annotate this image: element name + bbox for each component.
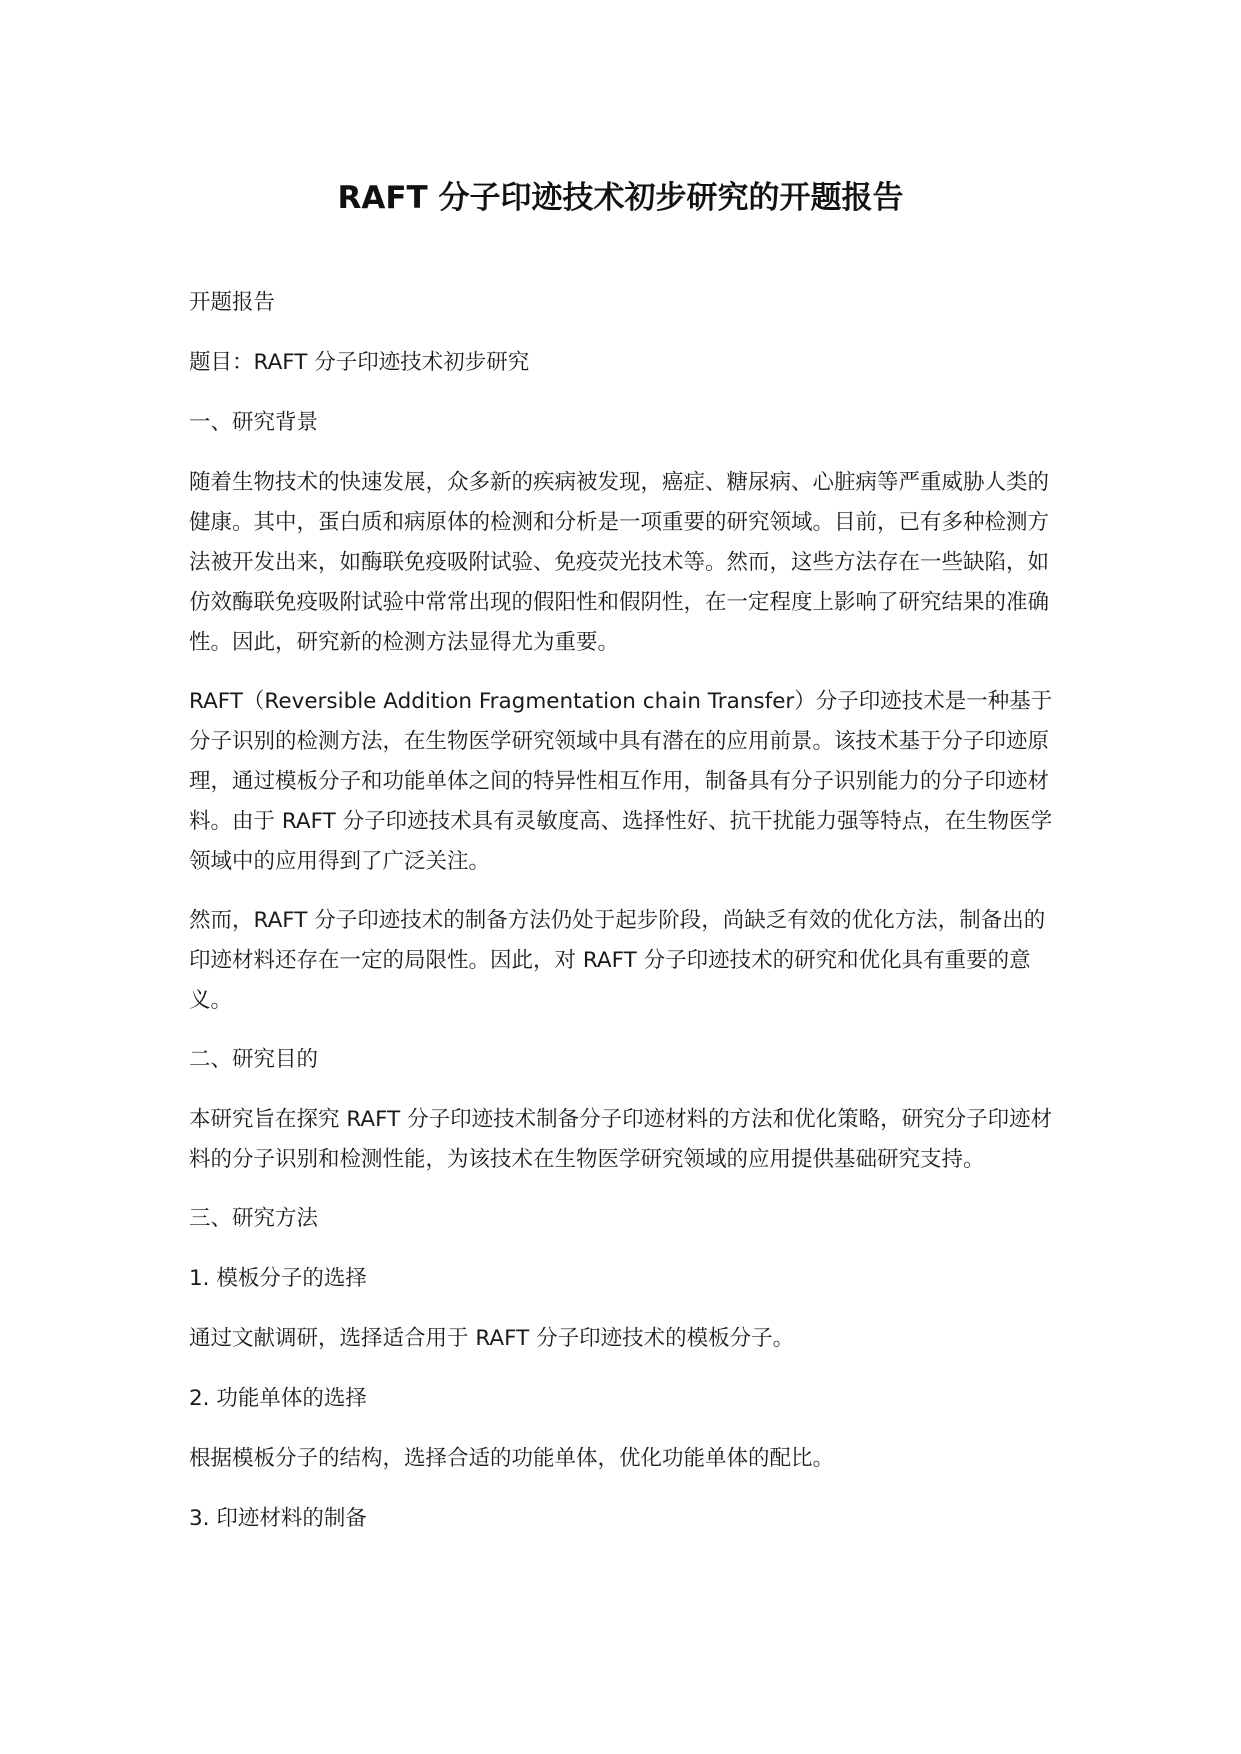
- document-body: [189, 283, 1055, 1559]
- section-heading-purpose: 二、研究目的: [189, 1047, 319, 1072]
- paragraph-purpose: 本研究旨在探究 RAFT 分子印迹技术制备分子印迹材料的方法和优化策略，研究分子印迹材料的分子识别和检测性能，为该技术在生物医学研究领域的应用提供基础研究支持。: [189, 1107, 1053, 1172]
- paragraph-topic: 题目：RAFT 分子印迹技术初步研究: [189, 350, 530, 375]
- paragraph-background-2: RAFT（Reversible Addition Fragmentation chain Transfer）分子印迹技术是一种基于分子识别的检测方法，在生物医学研究领域中具有潜在的应用前景。该技术基于分子印迹原理，通过模板分子和功能单体之间的特异性相互作用，制备具有分子识别能力的分子印迹材料。由于 RAFT 分子印迹技术具有灵敏度高、选择性好、抗干扰能力强等特点，在生物医学领域中的应用得到了广泛关注。: [189, 689, 1053, 874]
- section-heading-background: 一、研究背景: [189, 410, 319, 435]
- document-title: RAFT 分子印迹技术初步研究的开题报告: [337, 180, 904, 216]
- method-item-2-heading: 2. 功能单体的选择: [189, 1386, 367, 1411]
- section-heading-methods: 三、研究方法: [189, 1206, 319, 1231]
- method-item-2-text: 根据模板分子的结构，选择合适的功能单体，优化功能单体的配比。: [189, 1446, 835, 1471]
- paragraph-report-label: 开题报告: [189, 290, 276, 315]
- paragraph-background-3: 然而，RAFT 分子印迹技术的制备方法仍处于起步阶段，尚缺乏有效的优化方法，制备出的印迹材料还存在一定的局限性。因此，对 RAFT 分子印迹技术的研究和优化具有重要的意义。: [189, 908, 1046, 1013]
- method-item-3-heading: 3. 印迹材料的制备: [189, 1506, 367, 1531]
- paragraph-background-1: 随着生物技术的快速发展，众多新的疾病被发现，癌症、糖尿病、心脏病等严重威胁人类的健康。其中，蛋白质和病原体的检测和分析是一项重要的研究领域。目前，已有多种检测方法被开发出来，如酶联免疫吸附试验、免疫荧光技术等。然而，这些方法存在一些缺陷，如仿效酶联免疫吸附试验中常常出现的假阳性和假阴性，在一定程度上影响了研究结果的准确性。因此，研究新的检测方法显得尤为重要。: [189, 470, 1050, 655]
- method-item-1-heading: 1. 模板分子的选择: [189, 1266, 367, 1291]
- method-item-1-text: 通过文献调研，选择适合用于 RAFT 分子印迹技术的模板分子。: [189, 1326, 795, 1351]
